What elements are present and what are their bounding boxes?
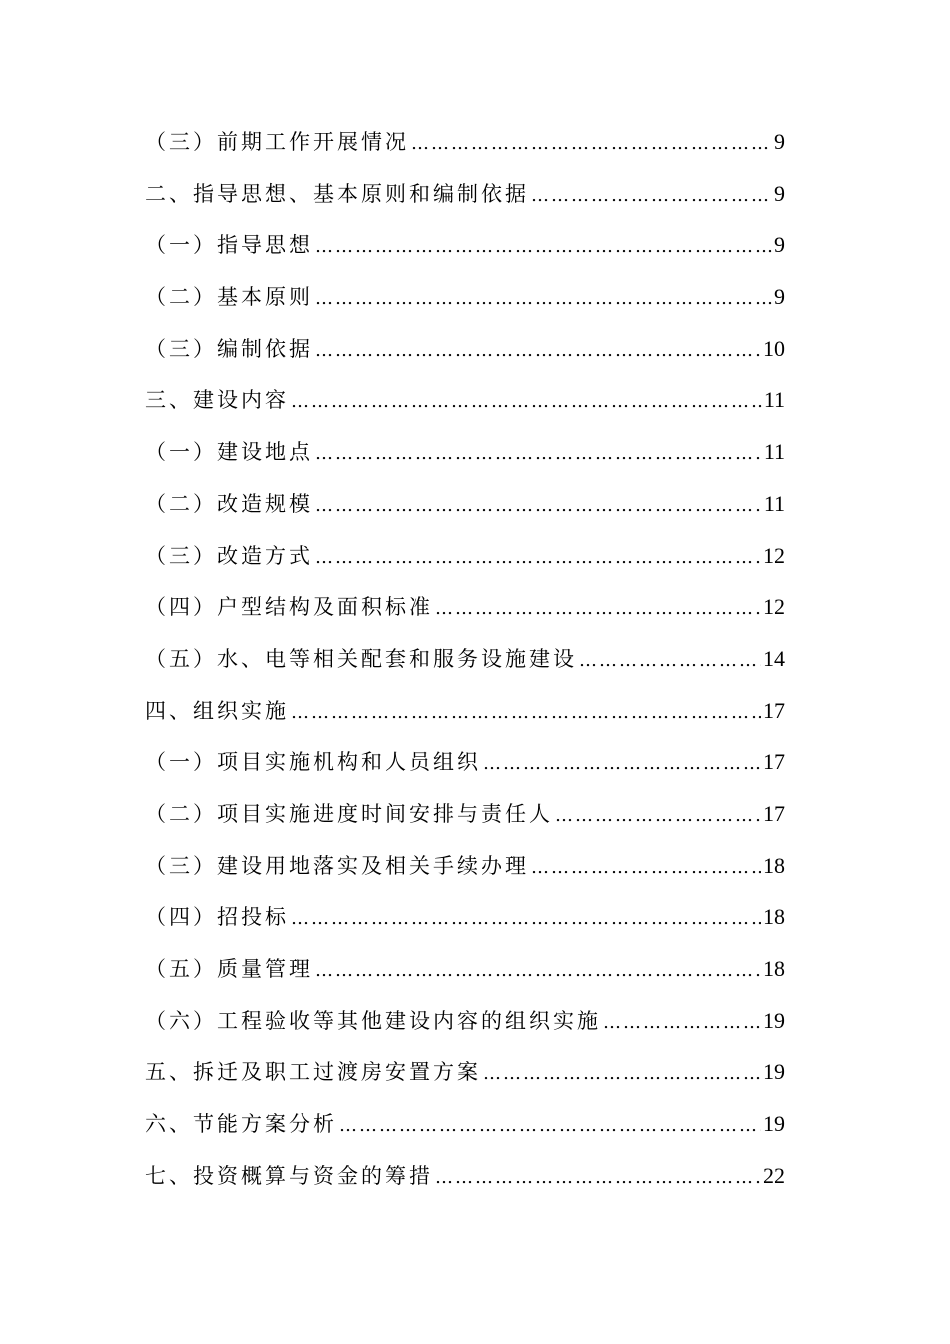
dot-leader xyxy=(411,118,772,170)
toc-entry-title: （六）工程验收等其他建设内容的组织实施 xyxy=(145,1008,601,1033)
toc-entry-page: 18 xyxy=(763,904,785,930)
dot-leader xyxy=(555,790,761,842)
toc-entry-page: 19 xyxy=(763,1007,785,1033)
toc-entry-page: 12 xyxy=(763,594,785,620)
toc-entry-page: 18 xyxy=(763,852,785,878)
dot-leader xyxy=(435,583,761,635)
toc-entry-page: 19 xyxy=(763,1111,785,1137)
toc-entry-title: 七、投资概算与资金的筹措 xyxy=(145,1163,433,1188)
toc-entry-title: 五、拆迁及职工过渡房安置方案 xyxy=(145,1060,481,1085)
toc-entry[interactable] xyxy=(145,840,785,892)
toc-entry-page: 17 xyxy=(763,749,785,775)
dot-leader xyxy=(315,221,772,273)
toc-entry-page: 11 xyxy=(763,439,785,465)
toc-entry[interactable] xyxy=(145,891,785,943)
toc-entry[interactable] xyxy=(145,788,785,840)
toc-entry-title: （五）水、电等相关配套和服务设施建设 xyxy=(145,646,577,671)
dot-leader xyxy=(603,997,761,1049)
toc-entry-title: （二）基本原则 xyxy=(145,285,313,310)
toc-entry[interactable] xyxy=(145,1046,785,1098)
toc-entry-title: 六、节能方案分析 xyxy=(145,1112,337,1137)
toc-entry-page: 17 xyxy=(763,697,785,723)
toc-entry-title: （二）改造规模 xyxy=(145,491,313,516)
toc-entry-title: 三、建设内容 xyxy=(145,388,289,413)
toc-entry-page: 9 xyxy=(774,232,785,258)
toc-entry-page: 9 xyxy=(774,129,785,154)
toc-entry[interactable] xyxy=(145,633,785,685)
dot-leader xyxy=(315,532,761,584)
dot-leader xyxy=(315,325,761,377)
table-of-contents xyxy=(145,116,785,1201)
toc-entry[interactable] xyxy=(145,168,785,220)
toc-entry-page: 14 xyxy=(763,645,785,671)
dot-leader xyxy=(291,376,762,428)
dot-leader xyxy=(339,1100,761,1152)
toc-entry[interactable] xyxy=(145,1098,785,1150)
toc-entry-title: （四）户型结构及面积标准 xyxy=(145,595,433,620)
dot-leader xyxy=(315,480,762,532)
toc-entry-title: （三）前期工作开展情况 xyxy=(145,130,409,154)
toc-entry[interactable] xyxy=(145,374,785,426)
toc-entry-title: （三）建设用地落实及相关手续办理 xyxy=(145,853,529,878)
toc-entry-title: （四）招投标 xyxy=(145,905,289,930)
toc-entry-page: 9 xyxy=(774,284,785,310)
toc-entry-page: 9 xyxy=(774,180,785,206)
dot-leader xyxy=(291,687,761,739)
toc-entry[interactable] xyxy=(145,219,785,271)
dot-leader xyxy=(315,428,762,480)
toc-entry-title: （五）质量管理 xyxy=(145,957,313,981)
toc-entry-title: （一）项目实施机构和人员组织 xyxy=(145,750,481,775)
toc-entry[interactable] xyxy=(145,426,785,478)
dot-leader xyxy=(483,738,761,790)
toc-entry-title: （一）建设地点 xyxy=(145,440,313,465)
toc-entry-page: 11 xyxy=(763,490,785,516)
toc-entry[interactable] xyxy=(145,271,785,323)
dot-leader xyxy=(435,1152,761,1204)
toc-entry-page: 18 xyxy=(763,956,785,981)
toc-entry[interactable] xyxy=(145,323,785,375)
toc-entry[interactable] xyxy=(145,581,785,633)
toc-entry-page: 12 xyxy=(763,542,785,568)
toc-entry-page: 17 xyxy=(763,800,785,826)
toc-entry[interactable] xyxy=(145,116,785,168)
toc-entry[interactable] xyxy=(145,736,785,788)
toc-entry[interactable] xyxy=(145,530,785,582)
toc-entry-title: （三）改造方式 xyxy=(145,543,313,568)
toc-entry[interactable] xyxy=(145,1150,785,1202)
toc-entry-title: 四、组织实施 xyxy=(145,698,289,723)
toc-entry-title: （一）指导思想 xyxy=(145,233,313,258)
toc-entry[interactable] xyxy=(145,995,785,1047)
toc-entry[interactable] xyxy=(145,685,785,737)
dot-leader xyxy=(483,1048,761,1100)
toc-entry[interactable] xyxy=(145,943,785,995)
dot-leader xyxy=(531,170,772,222)
toc-entry-page: 11 xyxy=(763,387,785,413)
toc-entry-title: 二、指导思想、基本原则和编制依据 xyxy=(145,181,529,206)
toc-entry-title: （三）编制依据 xyxy=(145,336,313,361)
toc-entry-title: （二）项目实施进度时间安排与责任人 xyxy=(145,801,553,826)
dot-leader xyxy=(579,635,761,687)
toc-entry-page: 22 xyxy=(763,1162,785,1188)
dot-leader xyxy=(291,893,761,945)
toc-entry[interactable] xyxy=(145,478,785,530)
toc-entry-page: 19 xyxy=(763,1059,785,1085)
dot-leader xyxy=(315,945,761,997)
dot-leader xyxy=(531,842,761,894)
toc-entry-page: 10 xyxy=(763,335,785,361)
dot-leader xyxy=(315,273,772,325)
